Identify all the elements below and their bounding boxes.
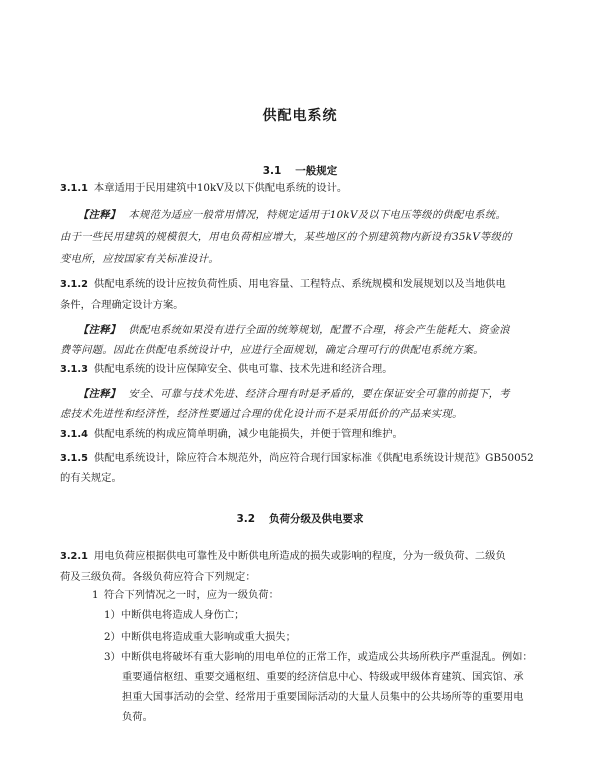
note-label: 【注释】 [78,388,121,400]
clause-text: 本章适用于民用建筑中10kV及以下供配电系统的设计。 [93,182,348,194]
note-1-line-3: 变电所，应按国家有关标准设计。 [60,253,219,265]
section-heading-3-2 [0,511,600,526]
sub-item-3 [104,650,533,664]
note-2-line-1 [78,323,510,337]
clause-number: 3.1.2 [60,279,88,290]
clause-3-1-5-line-2: 的有关规定。 [60,472,122,484]
clause-3-1-3 [60,362,393,377]
clause-text: 供配电系统设计，除应符合本规范外，尚应符合现行国家标准《供配电系统设计规范》GB50052 [93,452,534,464]
clause-text: 供配电系统的设计应按负荷性质、用电容量、工程特点、系统规模和发展规划以及当地供电 [93,278,506,290]
list-item-1 [92,588,279,602]
clause-3-1-1 [60,181,347,196]
section-number: 3.2 [236,513,256,525]
sub-item-text: 中断供电将造成人身伤亡； [120,609,245,621]
section-heading-3-1 [0,163,600,178]
clause-text: 用电负荷应根据供电可靠性及中断供电所造成的损失或影响的程度，分为一级负荷、二级负 [93,550,506,562]
sub-item-number: 1） [104,609,121,621]
sub-item-number: 2） [104,631,121,643]
list-number: 1 [92,589,99,601]
clause-3-1-5 [60,451,534,466]
section-number: 3.1 [262,165,282,177]
note-text: 本规范为适应一般常用情况，特规定适用于10kV及以下电压等级的供配电系统。 [128,209,507,221]
clause-number: 3.1.3 [60,364,88,375]
note-3-line-1 [78,387,510,401]
sub-item-3-line-3: 担重大国事活动的会堂、经常用于重要国际活动的大量人员集中的公共场所等的重要用电 [122,691,524,703]
clause-text: 供配电系统的设计应保障安全、供电可靠、技术先进和经济合理。 [93,363,393,375]
sub-item-1 [104,608,244,622]
sub-item-text: 中断供电将破坏有重大影响的用电单位的正常工作，或造成公共场所秩序严重混乱。例如： [120,651,533,663]
clause-number: 3.1.4 [60,429,88,440]
clause-3-2-1 [60,549,506,564]
note-label: 【注释】 [78,324,121,336]
sub-item-text: 中断供电将造成重大影响或重大损失； [120,631,296,643]
list-text: 符合下列情况之一时，应为一级负荷： [103,589,279,601]
sub-item-3-line-2: 重要通信枢纽、重要交通枢纽、重要的经济信息中心、特级或甲级体育建筑、国宾馆、承 [122,671,524,683]
clause-number: 3.2.1 [60,551,88,562]
chapter-title: 供配电系统 [262,108,338,124]
clause-3-1-2 [60,277,506,292]
section-title: 负荷分级及供电要求 [269,513,364,525]
note-3-line-2: 虑技术先进性和经济性，经济性要通过合理的优化设计而不是采用低价的产品来实现。 [60,408,463,420]
clause-3-2-1-line-2: 荷及三级负荷。各级负荷应符合下列规定： [60,571,256,583]
note-2-line-2: 费等问题。因此在供配电系统设计中，应进行全面规划，确定合理可行的供配电系统方案。 [60,344,484,356]
note-1-line-1 [78,208,506,222]
sub-item-number: 3） [104,651,121,663]
clause-number: 3.1.5 [60,453,88,464]
sub-item-3-line-4: 负荷。 [122,711,153,723]
clause-3-1-4 [60,427,403,442]
note-text: 安全、可靠与技术先进、经济合理有时是矛盾的，要在保证安全可靠的前提下，考 [128,388,510,400]
note-text: 供配电系统如果没有进行全面的统筹规划，配置不合理，将会产生能耗大、资金浪 [128,324,510,336]
clause-text: 供配电系统的构成应简单明确，减少电能损失，并便于管理和维护。 [93,428,403,440]
sub-item-2 [104,630,296,644]
note-label: 【注释】 [78,209,121,221]
clause-3-1-2-line-2: 条件，合理确定设计方案。 [60,299,184,311]
section-title: 一般规定 [295,165,338,177]
note-1-line-2: 由于一些民用建筑的规模很大，用电负荷相应增大，某些地区的个别建筑物内新设有35kV等级的 [60,231,512,243]
clause-number: 3.1.1 [60,183,88,194]
